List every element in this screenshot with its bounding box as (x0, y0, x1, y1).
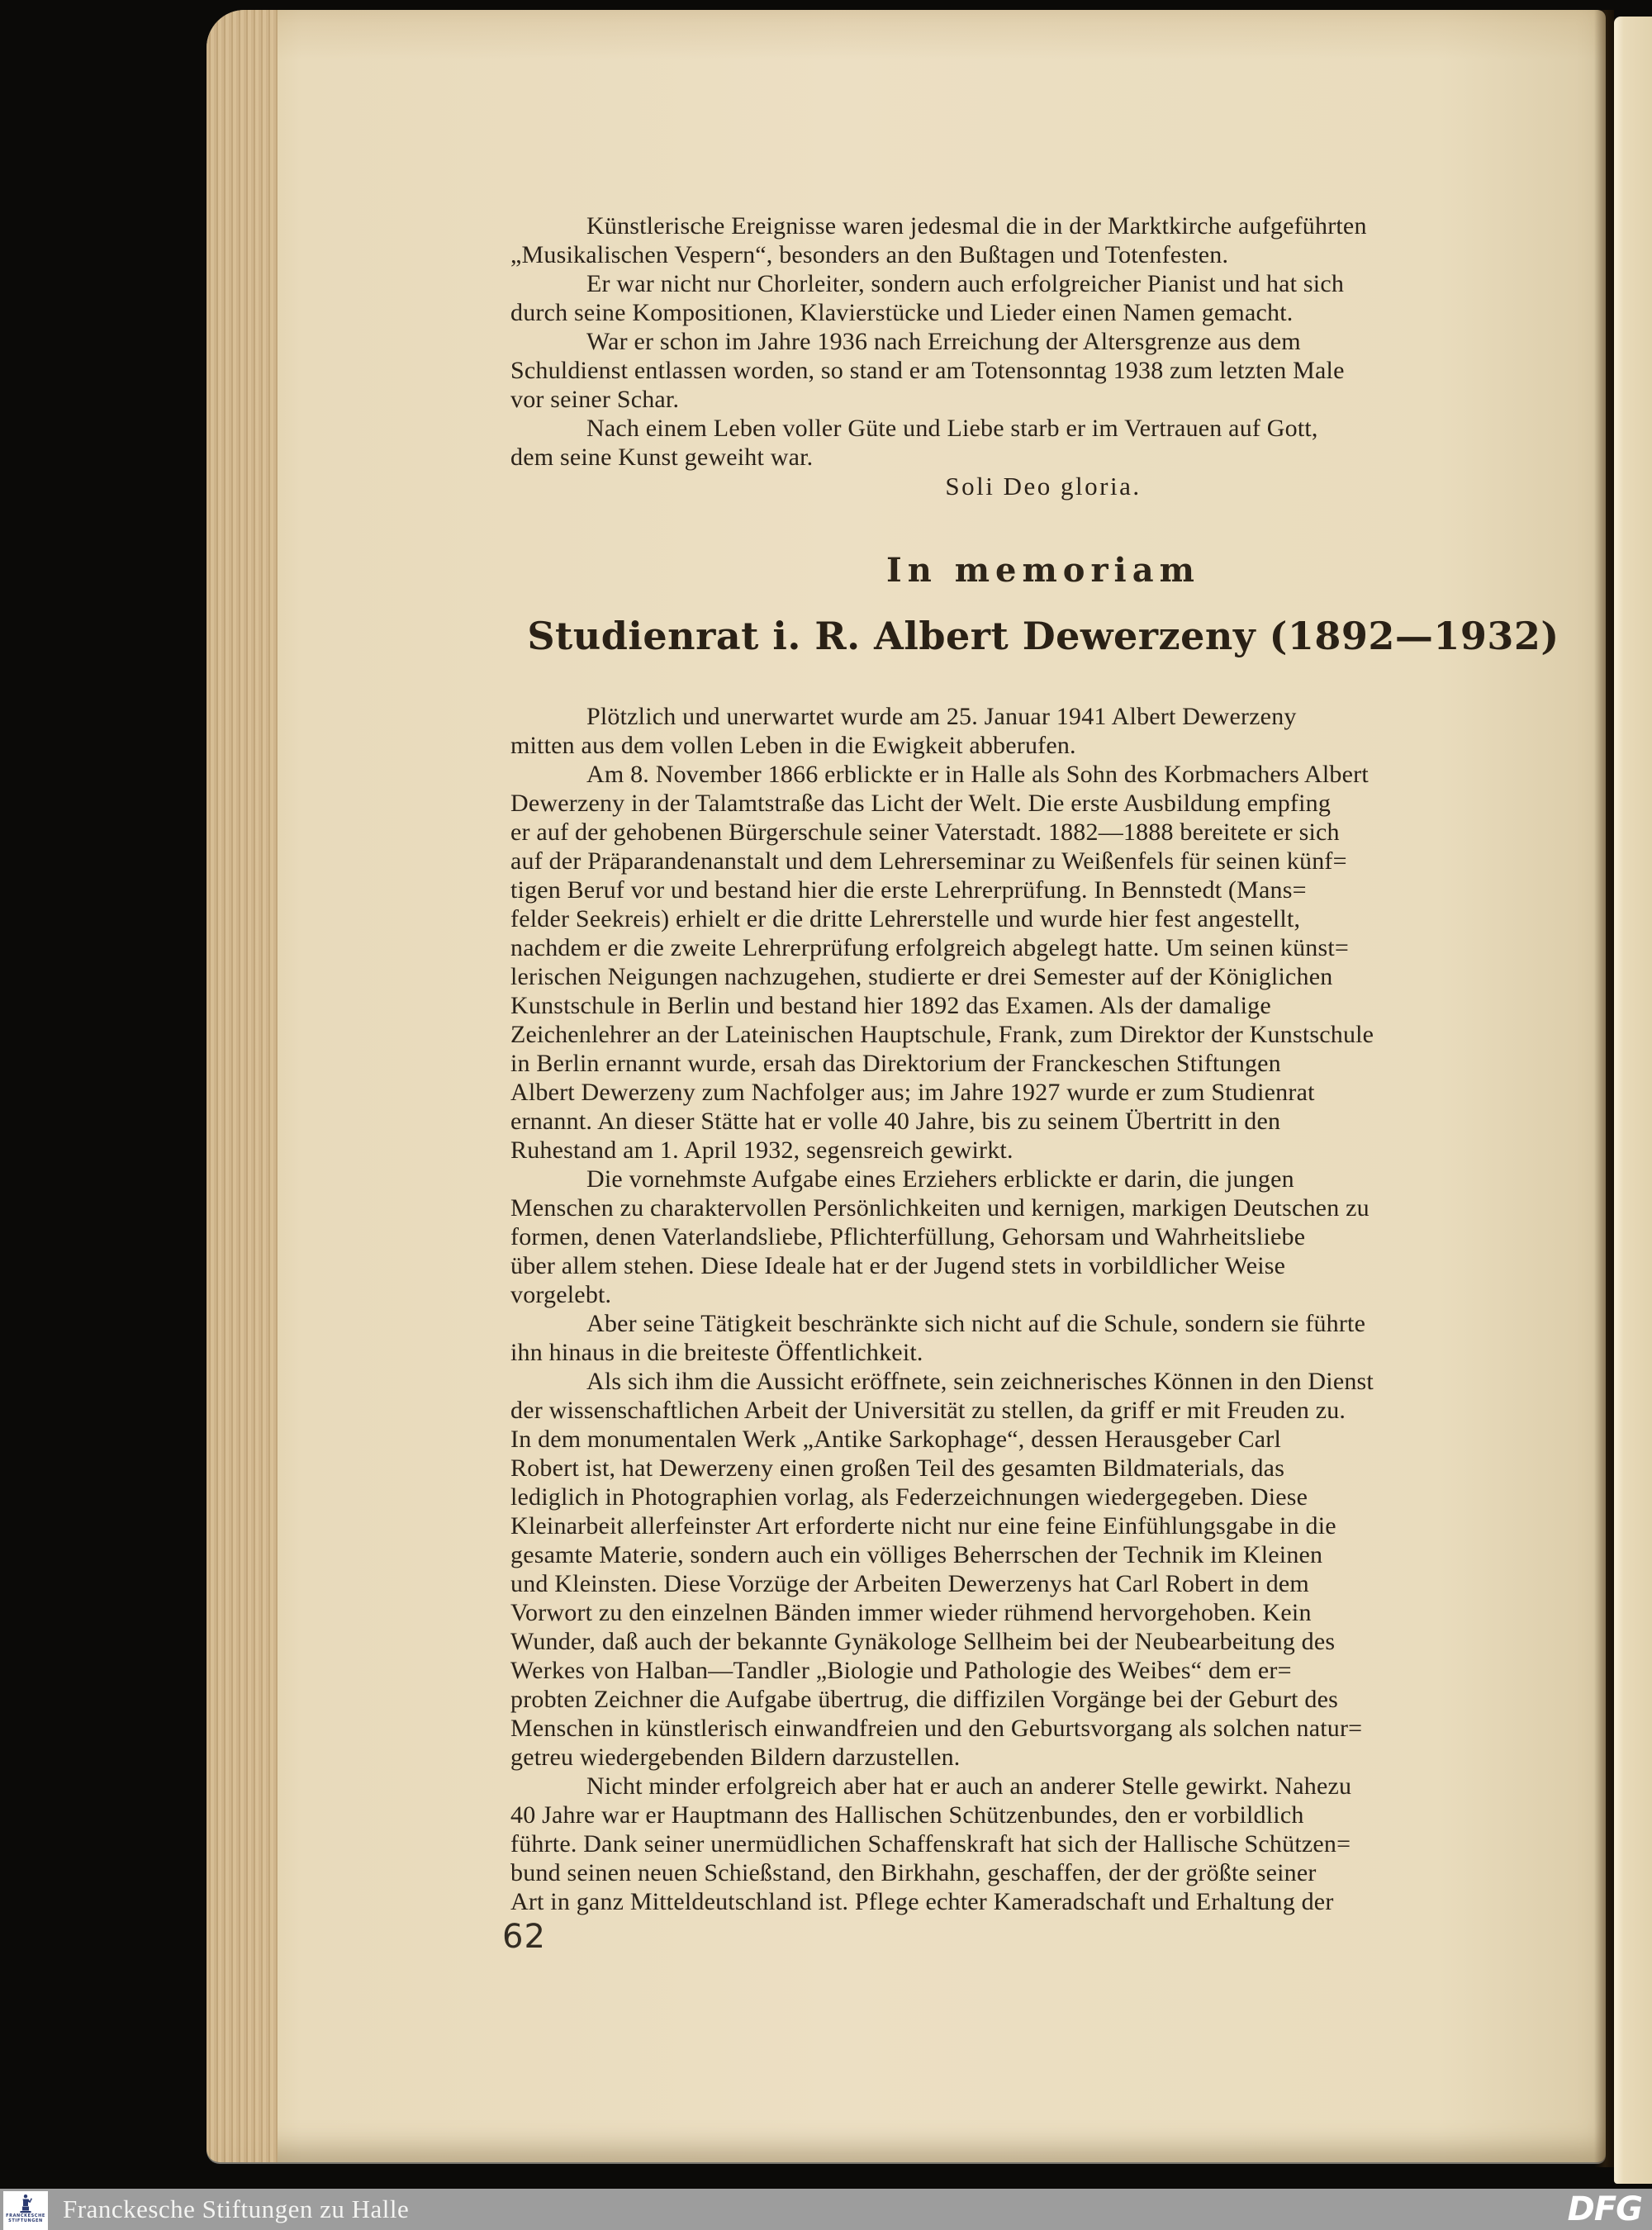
text-line: In dem monumentalen Werk „Antike Sarkophage“, dessen Herausgeber Carl (510, 1426, 1282, 1453)
text-line: durch seine Kompositionen, Klavierstücke und Lieder einen Namen gemacht. (510, 299, 1294, 326)
paragraph-tod (510, 702, 1576, 760)
text-line: „Musikalischen Vespern“, besonders an den Bußtagen und Totenfesten. (510, 241, 1229, 268)
page-number: 62 (502, 1918, 546, 1956)
obituary-title (510, 606, 1576, 666)
francke-monument-icon (17, 2194, 35, 2213)
page-gutter-crease (1594, 10, 1614, 2167)
institution-label: Franckesche Stiftungen zu Halle (63, 2194, 410, 2223)
text-line: Nicht minder erfolgreich aber hat er auch an anderer Stelle gewirkt. Nahezu (586, 1772, 1352, 1800)
franckesche-stiftungen-logo (3, 2191, 48, 2230)
text-line: Albert Dewerzeny zum Nachfolger aus; im Jahre 1927 wurde er zum Studienrat (510, 1079, 1315, 1106)
text-line: der wissenschaftlichen Arbeit der Universität zu stellen, da griff er mit Freuden zu. (510, 1397, 1346, 1424)
text-line: Vorwort zu den einzelnen Bänden immer wieder rühmend hervorgehoben. Kein (510, 1599, 1312, 1626)
paragraph-chorleiter (510, 269, 1576, 327)
text-line: Zeichenlehrer an der Lateinischen Hauptschule, Frank, zum Direktor der Kunstschule (510, 1021, 1374, 1048)
text-line: Künstlerische Ereignisse waren jedesmal die in der Marktkirche aufgeführten (586, 212, 1367, 240)
text-column (510, 211, 1576, 1916)
text-line: vorgelebt. (510, 1281, 612, 1308)
memoriam-heading (510, 550, 1576, 591)
text-line: felder Seekreis) erhielt er die dritte Lehrerstelle und wurde hier fest angestellt, (510, 905, 1301, 932)
text-line: in Berlin ernannt wurde, ersah das Direktorium der Franckeschen Stiftungen (510, 1050, 1281, 1077)
text-line: getreu wiedergebenden Bildern darzustellen. (510, 1744, 961, 1771)
logo-text-line1: FRANCKESCHE (6, 2213, 45, 2218)
paragraph-schuetzenbund (510, 1772, 1576, 1916)
text-line: Menschen zu charaktervollen Persönlichkeiten und kernigen, markigen Deutschen zu (510, 1194, 1370, 1222)
text-line: über allem stehen. Diese Ideale hat er der Jugend stets in vorbildlicher Weise (510, 1252, 1286, 1279)
text-line: dem seine Kunst geweiht war. (510, 444, 814, 471)
text-line: tigen Beruf vor und bestand hier die erste Lehrerprüfung. In Bennstedt (Mans= (510, 876, 1307, 904)
text-line: probten Zeichner die Aufgabe übertrug, die diffizilen Vorgänge bei der Geburt des (510, 1686, 1338, 1713)
text-line: Dewerzeny in der Talamtstraße das Licht der Welt. Die erste Ausbildung empfing (510, 790, 1332, 817)
text-line: führte. Dank seiner unermüdlichen Schaffenskraft hat sich der Hallische Schützen= (510, 1830, 1351, 1858)
dedication-line (510, 472, 1576, 501)
text-line: Werkes von Halban—Tandler „Biologie und Pathologie des Weibes“ dem er= (510, 1657, 1292, 1684)
text-line: gesamte Materie, sondern auch ein völliges Beherrschen der Technik im Kleinen (510, 1541, 1323, 1568)
text-line: Kunstschule in Berlin und bestand hier 1892 das Examen. Als der damalige (510, 992, 1271, 1019)
text-line: Kleinarbeit allerfeinster Art erforderte nicht nur eine feine Einfühlungsgabe in die (510, 1512, 1336, 1540)
text-line: Die vornehmste Aufgabe eines Erziehers erblickte er darin, die jungen (586, 1165, 1294, 1193)
text-line: Er war nicht nur Chorleiter, sondern auch erfolgreicher Pianist und hat sich (586, 270, 1345, 297)
text-line: Nach einem Leben voller Güte und Liebe starb er im Vertrauen auf Gott, (586, 415, 1318, 442)
text-line: auf der Präparandenanstalt und dem Lehrerseminar zu Weißenfels für seinen künf= (510, 847, 1347, 875)
next-page-sliver (1614, 17, 1652, 2184)
page-fore-edge (206, 10, 278, 2162)
viewer-footer-bar (0, 2189, 1652, 2230)
text-line: Wunder, daß auch der bekannte Gynäkologe Sellheim bei der Neubearbeitung des (510, 1628, 1336, 1655)
paragraph-lebensende (510, 414, 1576, 472)
text-line: Plötzlich und unerwartet wurde am 25. Januar 1941 Albert Dewerzeny (586, 703, 1297, 730)
text-line: und Kleinsten. Diese Vorzüge der Arbeiten Dewerzenys hat Carl Robert in dem (510, 1570, 1309, 1597)
text-line: Soli Deo gloria. (945, 472, 1142, 501)
text-line: Studienrat i. R. Albert Dewerzeny (1892—1932) (527, 614, 1559, 658)
text-line: War er schon im Jahre 1936 nach Erreichung der Altersgrenze aus dem (586, 328, 1301, 355)
text-line: lerischen Neigungen nachzugehen, studierte er drei Semester auf der Königlichen (510, 963, 1333, 990)
paragraph-erzieher (510, 1165, 1576, 1309)
paragraph-lebenslauf (510, 760, 1576, 1165)
text-line: nachdem er die zweite Lehrerprüfung erfolgreich abgelegt hatte. Um seinen künst= (510, 934, 1350, 961)
text-line: formen, denen Vaterlandsliebe, Pflichterfüllung, Gehorsam und Wahrheitsliebe (510, 1223, 1306, 1250)
paragraph-sarkophage (510, 1367, 1576, 1772)
text-line: mitten aus dem vollen Leben in die Ewigkeit abberufen. (510, 732, 1076, 759)
text-line: 40 Jahre war er Hauptmann des Hallischen Schützenbundes, den er vorbildlich (510, 1801, 1304, 1829)
dfg-logo: DFG (1567, 2190, 1642, 2228)
text-line: Aber seine Tätigkeit beschränkte sich nicht auf die Schule, sondern sie führte (586, 1310, 1366, 1337)
text-line: vor seiner Schar. (510, 386, 680, 413)
text-line: Menschen in künstlerisch einwandfreien und den Geburtsvorgang als solchen natur= (510, 1715, 1363, 1742)
text-line: Robert ist, hat Dewerzeny einen großen Teil des gesamten Bildmaterials, das (510, 1454, 1285, 1482)
paragraph-altersgrenze (510, 327, 1576, 414)
paragraph-oeffentlichkeit (510, 1309, 1576, 1367)
text-line: lediglich in Photographien vorlag, als Federzeichnungen wiedergegeben. Diese (510, 1483, 1308, 1511)
text-line: ernannt. An dieser Stätte hat er volle 40 Jahre, bis zu seinem Übertritt in den (510, 1108, 1281, 1135)
text-line: bund seinen neuen Schießstand, den Birkhahn, geschaffen, der der größte seiner (510, 1859, 1317, 1886)
text-line: ihn hinaus in die breiteste Öffentlichkeit. (510, 1339, 923, 1366)
paragraph-vespers (510, 211, 1576, 269)
text-line: Ruhestand am 1. April 1932, segensreich gewirkt. (510, 1136, 1014, 1164)
text-line: In memoriam (885, 551, 1200, 590)
book-page (206, 10, 1606, 2162)
text-line: er auf der gehobenen Bürgerschule seiner Vaterstadt. 1882—1888 bereitete er sich (510, 818, 1340, 846)
text-line: Art in ganz Mitteldeutschland ist. Pflege echter Kameradschaft und Erhaltung der (510, 1888, 1334, 1915)
text-line: Als sich ihm die Aussicht eröffnete, sein zeichnerisches Können in den Dienst (586, 1368, 1374, 1395)
text-line: Am 8. November 1866 erblickte er in Halle als Sohn des Korbmachers Albert (586, 761, 1369, 788)
logo-text-line2: STIFTUNGEN (8, 2218, 43, 2223)
text-line: Schuldienst entlassen worden, so stand er am Totensonntag 1938 zum letzten Male (510, 357, 1345, 384)
